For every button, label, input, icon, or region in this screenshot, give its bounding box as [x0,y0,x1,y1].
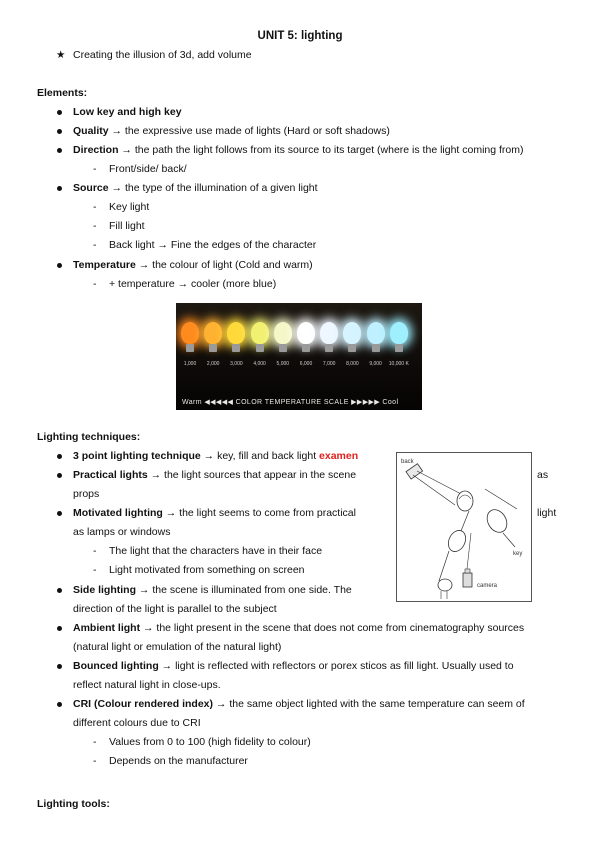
diagram-label-camera: camera [477,583,498,589]
bullet-icon [57,588,62,593]
source-sub-back: Back light → Fine the edges of the character [109,239,317,251]
cri-cont: different colours due to CRI [73,717,201,729]
motivated-cont: as lamps or windows [73,526,171,538]
bullet-icon [57,129,62,134]
source-sub-key: Key light [109,201,150,213]
bulb-temperature-label: 2,000 [206,361,220,367]
bullet-icon [57,511,62,516]
three-point-lighting-diagram [396,452,532,602]
diagram-label-back: back [401,459,414,465]
cri-sub-manufacturer: Depends on the manufacturer [109,755,248,767]
color-temperature-image [176,303,422,410]
bulb-temperature-label: 10,000 K [388,361,409,367]
bullet-icon [57,454,62,459]
bulb-icon [274,322,292,344]
element-low-high-key: Low key and high key [73,106,182,118]
source-sub-fill: Fill light [109,220,145,232]
star-icon: ★ [56,49,66,61]
bulb-icon [297,322,315,344]
bullet-icon [57,664,62,669]
bulb-base-icon [372,344,380,352]
bulb-base-icon [348,344,356,352]
technique-3-point: 3 point lighting technique → key, fill and back light examen [73,450,359,462]
side-cont: direction of the light is parallel to the subject [73,603,277,615]
bulb-icon [204,322,222,344]
elements-heading: Elements: [37,87,88,99]
bulb-temperature-label: 4,000 [253,361,266,367]
fill-light-icon [439,511,469,581]
exam-note: examen [319,450,359,462]
diagram-label-key: key [513,551,523,557]
technique-practical: Practical lights → the light sources that appear in the scene [73,469,357,481]
bulb-icon [227,322,245,344]
element-quality: Quality → the expressive use made of lights (Hard or soft shadows) [73,125,390,137]
bullet-icon [57,263,62,268]
element-source: Source → the type of the illumination of a given light [73,182,318,194]
dash-icon: - [93,220,97,232]
bulb-temperature-label: 5,000 [276,361,290,367]
bulb-base-icon [325,344,333,352]
practical-cont: props [73,488,100,500]
dash-icon: - [93,736,97,748]
subject-icon [457,491,473,511]
bulb-temperature-label: 1,000 [183,361,197,367]
back-light-icon [406,464,463,505]
technique-motivated: Motivated lighting → the light seems to come from practical [73,507,356,519]
bulb-icon [367,322,385,344]
bulb-temperature-label: 8,000 [346,361,359,367]
temperature-sub: + temperature → cooler (more blue) [109,278,277,290]
motivated-tail: light [537,507,557,519]
techniques-heading: Lighting techniques: [37,431,141,443]
element-direction: Direction → the path the light follows from its source to its target (where is the light coming from) [73,144,524,156]
dash-icon: - [93,201,97,213]
bulb-icon [390,322,408,344]
ambient-cont: (natural light or emulation of the natural light) [73,641,282,653]
bulb-base-icon [186,344,194,352]
bullet-icon [57,626,62,631]
tools-heading: Lighting tools: [37,798,110,810]
intro-text: Creating the illusion of 3d, add volume [73,49,252,61]
bulb-temperature-label: 9,000 [369,361,382,367]
technique-side: Side lighting → the scene is illuminated from one side. The [73,584,352,596]
motivated-sub-face: The light that the characters have in their face [109,545,323,557]
technique-cri: CRI (Colour rendered index) → the same object lighted with the same temperature can seem of [73,698,525,710]
bulb-base-icon [232,344,240,352]
cri-sub-values: Values from 0 to 100 (high fidelity to colour) [109,736,311,748]
temperature-scale-bar: Warm ◀◀◀◀◀ COLOR TEMPERATURE SCALE ▶▶▶▶▶ Cool [182,399,399,406]
bulb-temperature-label: 7,000 [322,361,336,367]
bullet-icon [57,110,62,115]
dash-icon: - [93,278,97,290]
bulb-base-icon [302,344,310,352]
bullet-icon [57,702,62,707]
bulb-base-icon [209,344,217,352]
bulb-icon [343,322,361,344]
bulb-icon [251,322,269,344]
bulb-base-icon [256,344,264,352]
practical-tail: as [537,469,549,481]
bulb-base-icon [395,344,403,352]
element-temperature: Temperature → the colour of light (Cold and warm) [73,259,313,271]
bulb-base-icon [279,344,287,352]
technique-bounced: Bounced lighting → light is reflected with reflectors or porex sticos as fill light. Usually used to [73,660,514,672]
dash-icon: - [93,163,97,175]
page-title: UNIT 5: lighting [257,30,343,42]
dash-icon: - [93,755,97,767]
dash-icon: - [93,564,97,576]
technique-ambient: Ambient light → the light present in the scene that does not come from cinematography sources [73,622,525,634]
direction-sub: Front/side/ back/ [109,163,187,175]
bulb-temperature-label: 3,000 [230,361,243,367]
bullet-icon [57,473,62,478]
bullet-icon [57,186,62,191]
dash-icon: - [93,239,97,251]
dash-icon: - [93,545,97,557]
motivated-sub-screen: Light motivated from something on screen [109,564,305,576]
bounced-cont: reflect natural light in close-ups. [73,679,221,691]
bulb-icon [181,322,199,344]
bulb-temperature-label: 6,000 [299,361,313,367]
key-light-icon [483,489,517,547]
bullet-icon [57,148,62,153]
front-light-icon [438,579,452,599]
bulb-icon [320,322,338,344]
